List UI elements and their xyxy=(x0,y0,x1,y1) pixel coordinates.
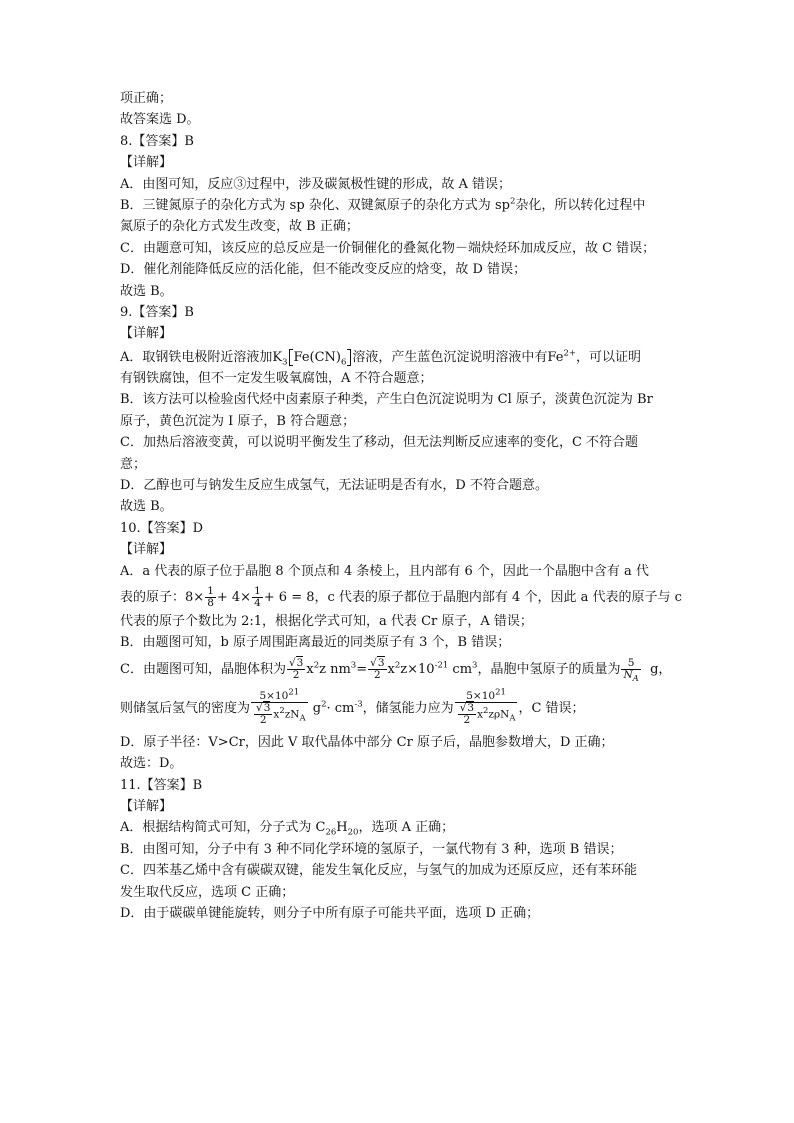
radicand: 3 xyxy=(296,656,304,669)
math: + 4× xyxy=(216,589,252,605)
q11-option-b: B．由图可知，分子中有 3 种不同化学环境的氢原子，一氯代物有 3 种，选项 B 错误； xyxy=(120,841,623,857)
text-span: A．取钢铁电极附近溶液加K xyxy=(120,349,283,365)
bracket-right xyxy=(347,349,351,366)
fraction xyxy=(205,586,216,609)
superscript: 2 xyxy=(483,705,489,716)
q8-option-c: C．由题意可知，该反应的总反应是一价铜催化的叠氮化物－端炔烃环加成反应，故 C 错误； xyxy=(120,240,656,256)
math: H xyxy=(336,820,348,836)
math: 5×10 xyxy=(259,689,289,702)
fraction xyxy=(621,656,640,684)
q9-option-d: D．乙醇也可与钠发生反应生成氢气，无法证明是否有水，D 不符合题意。 xyxy=(120,477,548,493)
numerator xyxy=(455,687,518,703)
math: 8× xyxy=(185,589,205,605)
q8-option-b-cont: 氮原子的杂化方式发生改变，故 B 正确； xyxy=(120,219,359,235)
q10-detail-heading: 【详解】 xyxy=(120,542,173,558)
q10-conclusion: 故选：D。 xyxy=(120,756,183,772)
math: 5×10 xyxy=(466,689,496,702)
text-span: ，选项 A 正确； xyxy=(358,820,455,836)
q10-option-d: D．原子半径：V>Cr，因此 V 取代晶体中部分 Cr 原子后，晶胞参数增大，D 正确； xyxy=(120,734,614,750)
math: g xyxy=(312,700,322,716)
fraction xyxy=(458,703,476,726)
subscript: A xyxy=(509,713,516,724)
denominator: 4 xyxy=(254,596,261,609)
q9-answer-heading: 9.【答案】B xyxy=(120,305,194,321)
q9-option-c-cont: 意； xyxy=(120,456,147,472)
text-span: ，可以证明 xyxy=(575,349,641,365)
q9-option-a-cont: 有钢铁腐蚀，但不一定发生吸氧腐蚀，A 不符合题意； xyxy=(120,370,433,386)
subscript: A xyxy=(299,713,306,724)
q9-detail-heading: 【详解】 xyxy=(120,326,173,342)
subscript: 20 xyxy=(347,827,359,838)
q10-option-b: B．由题图可知，b 原子周围距离最近的同类原子有 3 个，B 错误； xyxy=(120,635,511,651)
sqrt-sign: √3 xyxy=(288,656,304,669)
q11-option-d: D．由于碳碳单键能旋转，则分子中所有原子可能共平面，选项 D 正确； xyxy=(120,906,540,921)
superscript: 2 xyxy=(321,699,327,710)
denominator: 2 xyxy=(292,668,300,681)
text-span: g， xyxy=(650,661,672,677)
q11-detail-heading: 【详解】 xyxy=(120,798,173,814)
text-line: 故答案选 D。 xyxy=(120,112,200,128)
text-span: 杂化，所以转化过程中 xyxy=(515,198,646,214)
text-span: 溶液，产生蓝色沉淀说明溶液中有Fe xyxy=(352,349,564,365)
subscript: 6 xyxy=(341,357,347,368)
radicand: 3 xyxy=(263,701,271,714)
text-line: 项正确； xyxy=(120,91,173,106)
math: z nm xyxy=(319,661,351,677)
text-span: ，c 代表的原子都位于晶胞内部有 4 个，因此 a 代表的原子与 c xyxy=(314,589,682,605)
superscript: 2 xyxy=(313,660,320,671)
math: x xyxy=(273,708,280,721)
numerator xyxy=(458,703,476,715)
text-span: ，晶胞中氢原子的质量为 xyxy=(477,661,621,677)
math: x xyxy=(387,661,395,677)
q8-detail-heading: 【详解】 xyxy=(120,155,173,171)
superscript: -3 xyxy=(354,699,363,710)
denominator: 2 xyxy=(259,713,267,726)
q9-option-b-cont: 原子，黄色沉淀为 I 原子，B 符合题意； xyxy=(120,413,356,429)
denominator: 8 xyxy=(207,596,214,609)
answer-explanation-page xyxy=(120,88,680,924)
math: zN xyxy=(284,708,300,721)
q11-answer-heading: 11.【答案】B xyxy=(120,777,203,793)
numerator xyxy=(251,687,308,703)
q8-conclusion: 故选 B。 xyxy=(120,283,173,299)
q9-conclusion: 故选 B。 xyxy=(120,499,173,515)
numerator xyxy=(287,658,305,670)
math: x xyxy=(477,708,483,721)
numerator: 1 xyxy=(254,584,261,597)
superscript: 2+ xyxy=(563,348,576,359)
q9-option-a xyxy=(120,345,680,368)
q11-option-c: C．四苯基乙烯中含有碳碳双键，能发生氧化反应，与氢气的加成为还原反应，还有苯环能 xyxy=(120,863,637,879)
math: zρN xyxy=(488,708,510,721)
superscript: -21 xyxy=(434,660,449,671)
text-span: C．由题图可知，晶胞体积为 xyxy=(120,661,286,677)
q8-option-a: A．由图可知，反应③过程中，涉及碳氮极性键的形成，故 A 错误； xyxy=(120,176,512,192)
q10-option-a: A．a 代表的原子位于晶胞 8 个顶点和 4 条棱上，且内部有 6 个，因此一个晶胞中含有 a 代 xyxy=(120,563,649,579)
bracket-left xyxy=(289,349,293,366)
superscript: 2 xyxy=(394,660,401,671)
q9-option-c: C．加热后溶液变黄，可以说明平衡发生了移动，但无法判断反应速率的变化，C 不符合题 xyxy=(120,435,639,451)
fraction xyxy=(368,658,386,681)
q11-option-a xyxy=(120,817,680,838)
text-span: ，C 错误； xyxy=(518,700,585,716)
sqrt-sign: √3 xyxy=(256,701,271,714)
formula: Fe(CN) xyxy=(293,349,341,365)
sqrt-sign: √3 xyxy=(459,701,475,714)
denominator xyxy=(251,703,308,726)
subscript: A xyxy=(632,673,639,684)
text-span: B．三键氮原子的杂化方式为 sp 杂化、双键氮原子的杂化方式为 sp xyxy=(120,198,510,214)
superscript: 3 xyxy=(472,660,478,671)
q10-option-a-formula xyxy=(120,582,680,611)
superscript: 2 xyxy=(279,705,285,716)
radicand: 3 xyxy=(467,701,475,714)
text-span: ，储氢能力应为 xyxy=(362,700,454,716)
numerator: 5 xyxy=(621,658,640,670)
q10-option-c xyxy=(120,654,680,683)
denominator xyxy=(455,703,518,726)
superscript: 21 xyxy=(288,687,300,698)
math: + 6 = 8 xyxy=(263,589,315,605)
q8-option-d: D．催化剂能降低反应的活化能，但不能改变反应的焓变，故 D 错误； xyxy=(120,262,527,278)
q9-option-b: B．该方法可以检验卤代烃中卤素原子种类，产生白色沉淀说明为 Cl 原子，淡黄色沉淀为 Br xyxy=(120,392,653,408)
math: cm xyxy=(448,661,473,677)
math: = xyxy=(356,661,368,677)
q10-option-a-cont: 代表的原子个数比为 2:1，根据化学式可知，a 代表 Cr 原子，A 错误； xyxy=(120,613,533,629)
superscript: 2 xyxy=(509,196,516,207)
numerator xyxy=(368,658,386,670)
superscript: 3 xyxy=(350,660,357,671)
fraction xyxy=(287,658,305,681)
subscript: 26 xyxy=(325,827,337,838)
text-span: 则储氢后氢气的密度为 xyxy=(120,700,251,716)
q11-option-c-cont: 发生取代反应，选项 C 正确； xyxy=(120,884,295,900)
q10-answer-heading: 10.【答案】D xyxy=(120,520,204,536)
math: N xyxy=(623,668,633,681)
math: z×10 xyxy=(400,661,435,677)
denominator xyxy=(621,668,640,684)
subscript: 3 xyxy=(282,357,288,368)
text-span: A．根据结构简式可知，分子式为 C xyxy=(120,820,326,836)
superscript: 21 xyxy=(495,687,506,698)
fraction xyxy=(251,687,308,726)
q10-option-c-cont xyxy=(120,683,680,728)
numerator xyxy=(254,703,272,715)
fraction xyxy=(455,687,518,726)
denominator: 2 xyxy=(373,668,381,681)
math: · cm xyxy=(326,700,355,716)
fraction xyxy=(254,703,272,726)
sqrt-sign: √3 xyxy=(370,656,385,669)
numerator: 1 xyxy=(207,584,214,597)
radicand: 3 xyxy=(377,656,385,669)
text-span: 表的原子： xyxy=(120,589,186,605)
math: x xyxy=(306,661,314,677)
fraction xyxy=(252,586,263,609)
q8-option-b xyxy=(120,195,680,216)
denominator: 2 xyxy=(463,713,471,726)
q8-answer-heading: 8.【答案】B xyxy=(120,133,194,149)
